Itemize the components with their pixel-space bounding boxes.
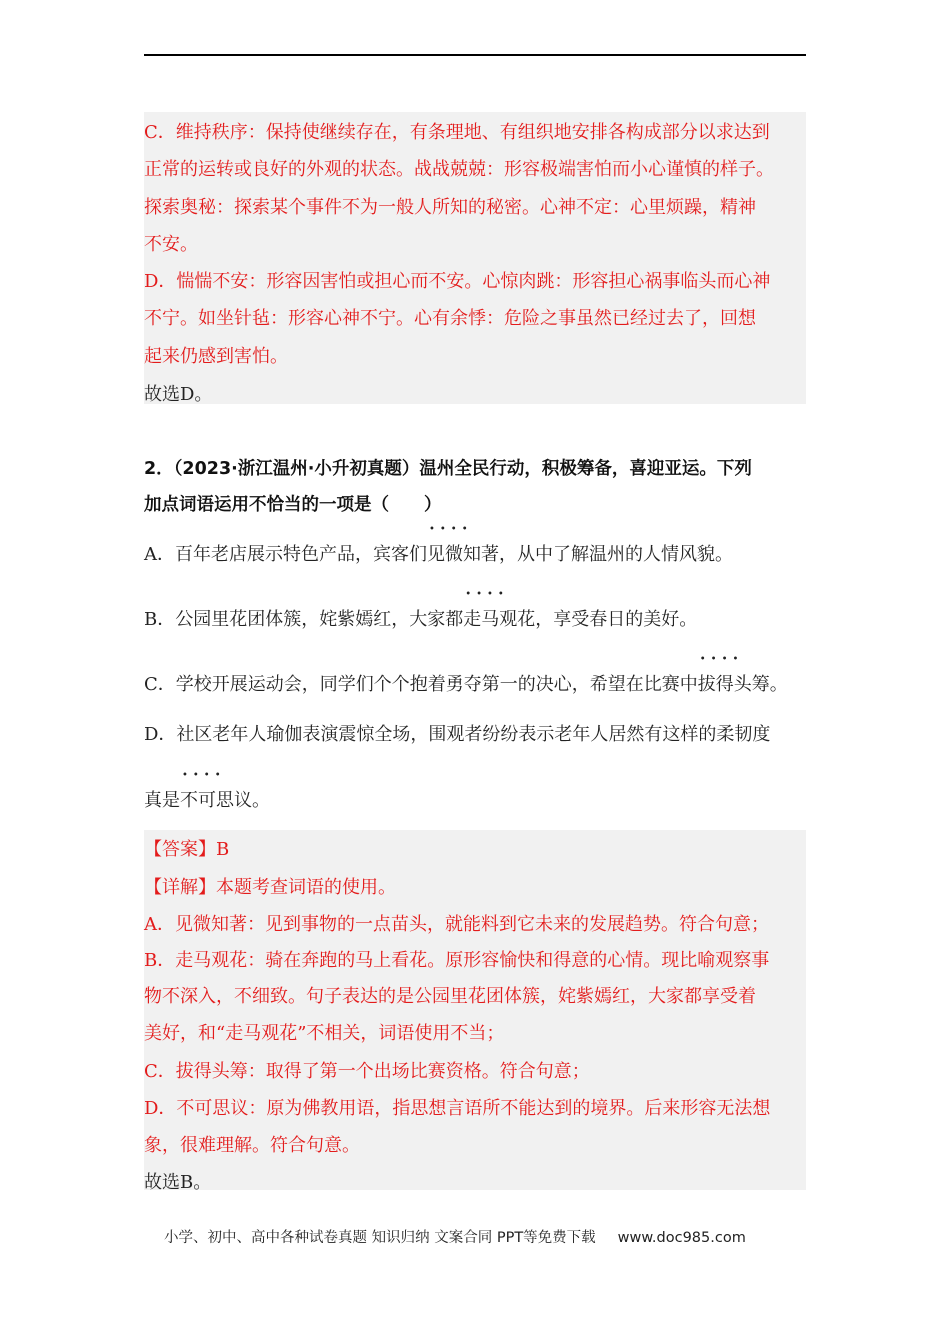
detail-text: A．见微知著：见到事物的一点苗头，就能料到它未来的发展趋势。符合句意； xyxy=(144,914,769,935)
footer-text: 小学、初中、高中各种试卷真题 知识归纳 文案合同 PPT等免费下载 xyxy=(164,1230,596,1246)
option-text: C．学校开展运动会，同学们个个抱着勇夺第一的决心，希望在比赛中 xyxy=(144,674,698,695)
explanation-line: 探索奥秘：探索某个事件不为一般人所知的秘密。心神不定：心里烦躁，精神 xyxy=(144,197,756,218)
explanation-conclusion: 故选D。 xyxy=(144,384,213,405)
option-text: ，享受春日的美好。 xyxy=(535,609,698,630)
option-a[interactable] xyxy=(144,540,733,566)
detail-text: C．拔得头筹：取得了第一个出场比赛资格。符合句意； xyxy=(144,1061,590,1082)
explanation-line: 不宁。如坐针毡：形容心神不宁。心有余悸：危险之事虽然已经过去了，回想 xyxy=(144,308,756,329)
footer-link[interactable]: www.doc985.com xyxy=(617,1230,746,1246)
option-text: B．公园里花团体簇，姹紫嫣红，大家都 xyxy=(144,609,464,630)
emphasized-term: • • • • 不可思议 xyxy=(180,786,252,812)
footer xyxy=(164,1226,746,1247)
explanation-line: 起来仍感到害怕。 xyxy=(144,346,288,367)
answer-conclusion: 故选B。 xyxy=(144,1172,212,1193)
option-text: A．百年老店展示特色产品，宾客们 xyxy=(144,544,427,565)
explanation-line: C．维持秩序：保持使继续存在，有条理地、有组织地安排各构成部分以求达到 xyxy=(144,122,770,143)
emphasized-term: • • • • 见微知著 xyxy=(427,540,499,566)
explanation-line: 正常的运转或良好的外观的状态。战战兢兢：形容极端害怕而小心谨慎的样子。 xyxy=(144,159,774,180)
answer-line: 【答案】B xyxy=(144,839,230,860)
emphasized-term: • • • • 走马观花 xyxy=(463,605,535,631)
detail-text: B．走马观花：骑在奔跑的马上看花。原形容愉快和得意的心情。现比喻观察事 xyxy=(144,950,770,971)
detail-text: 物不深入，不细致。句子表达的是公园里花团体簇，姹紫嫣红，大家都享受着 xyxy=(144,986,756,1007)
option-c[interactable] xyxy=(144,670,788,696)
option-text: ，从中了解温州的人情风貌。 xyxy=(499,544,733,565)
detail-line: 【详解】本题考查词语的使用。 xyxy=(144,877,396,898)
detail-text: 美好，和“走马观花”不相关，词语使用不当； xyxy=(144,1023,505,1044)
option-text: 。 xyxy=(252,790,270,811)
detail-text: 象，很难理解。符合句意。 xyxy=(144,1135,360,1156)
emphasized-term: • • • • 拔得头筹 xyxy=(698,670,770,696)
question-stem: 加点词语运用不恰当的一项是（ ） xyxy=(144,495,442,515)
option-text: 。 xyxy=(769,674,788,695)
detail-text: D．不可思议：原为佛教用语，指思想言语所不能达到的境界。后来形容无法想 xyxy=(144,1098,771,1119)
question-stem: 2．（2023·浙江温州·小升初真题）温州全民行动，积极筹备，喜迎亚运。下列 xyxy=(144,459,752,479)
option-d-continued[interactable] xyxy=(144,786,270,812)
option-b[interactable] xyxy=(144,605,697,631)
explanation-line: 不安。 xyxy=(144,234,198,255)
explanation-line: D．惴惴不安：形容因害怕或担心而不安。心惊肉跳：形容担心祸事临头而心神 xyxy=(144,271,771,292)
option-d[interactable] xyxy=(144,720,770,746)
option-text: 真是 xyxy=(144,790,180,811)
header-rule xyxy=(144,54,806,56)
option-text: D．社区老年人瑜伽表演震惊全场，围观者纷纷表示老年人居然有这样的柔韧度 xyxy=(144,724,771,745)
